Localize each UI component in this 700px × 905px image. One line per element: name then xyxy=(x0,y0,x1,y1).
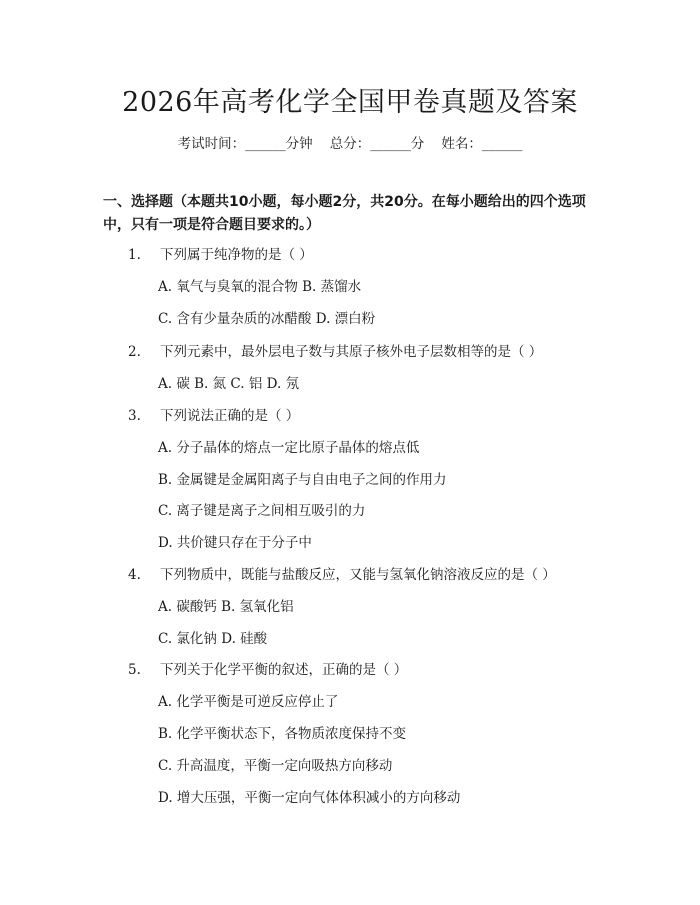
question-text: 下列元素中，最外层电子数与其原子核外电子层数相等的是（ ） xyxy=(160,344,543,360)
question-number: 1. xyxy=(128,247,141,263)
question-number: 3. xyxy=(128,408,141,424)
question-text: 下列物质中，既能与盐酸反应，又能与氢氧化钠溶液反应的是（ ） xyxy=(160,567,556,583)
question-number: 5. xyxy=(128,662,141,678)
question-1-options-row-1: A. 氧气与臭氧的混合物 B. 蒸馏水 xyxy=(158,279,362,295)
exam-info-line: 考试时间：______分钟 总分：______分 姓名：______ xyxy=(177,136,523,152)
question-1 xyxy=(128,243,313,263)
section-heading: 一、选择题（本题共10小题，每小题2分，共20分。在每小题给出的四个选项中，只有一项是符合题目要求的。） xyxy=(103,194,586,233)
question-5-option-b: B. 化学平衡状态下，各物质浓度保持不变 xyxy=(158,726,407,742)
question-3 xyxy=(128,404,299,424)
question-2 xyxy=(128,340,542,360)
question-text: 下列关于化学平衡的叙述，正确的是（ ） xyxy=(160,662,408,678)
question-5-option-c: C. 升高温度，平衡一定向吸热方向移动 xyxy=(158,758,393,774)
question-5-option-d: D. 增大压强，平衡一定向气体体积减小的方向移动 xyxy=(158,790,461,806)
question-5 xyxy=(128,658,407,678)
question-1-options-row-2: C. 含有少量杂质的冰醋酸 D. 漂白粉 xyxy=(158,311,376,327)
question-4-options-row-1: A. 碳酸钙 B. 氢氧化铝 xyxy=(158,599,294,615)
question-4-options-row-2: C. 氯化钠 D. 硅酸 xyxy=(158,631,268,647)
question-2-options-row-1: A. 碳 B. 氮 C. 铝 D. 氖 xyxy=(158,376,300,392)
question-text: 下列属于纯净物的是（ ） xyxy=(160,247,313,263)
question-3-option-c: C. 离子键是离子之间相互吸引的力 xyxy=(158,503,366,519)
question-3-option-a: A. 分子晶体的熔点一定比原子晶体的熔点低 xyxy=(158,440,420,456)
page-title: 2026年高考化学全国甲卷真题及答案 xyxy=(122,87,578,118)
question-5-option-a: A. 化学平衡是可逆反应停止了 xyxy=(158,694,339,710)
question-3-option-d: D. 共价键只存在于分子中 xyxy=(158,535,312,551)
question-text: 下列说法正确的是（ ） xyxy=(160,408,300,424)
question-3-option-b: B. 金属键是金属阳离子与自由电子之间的作用力 xyxy=(158,472,447,488)
question-4 xyxy=(128,563,556,583)
question-number: 2. xyxy=(128,344,141,360)
question-number: 4. xyxy=(128,567,141,583)
